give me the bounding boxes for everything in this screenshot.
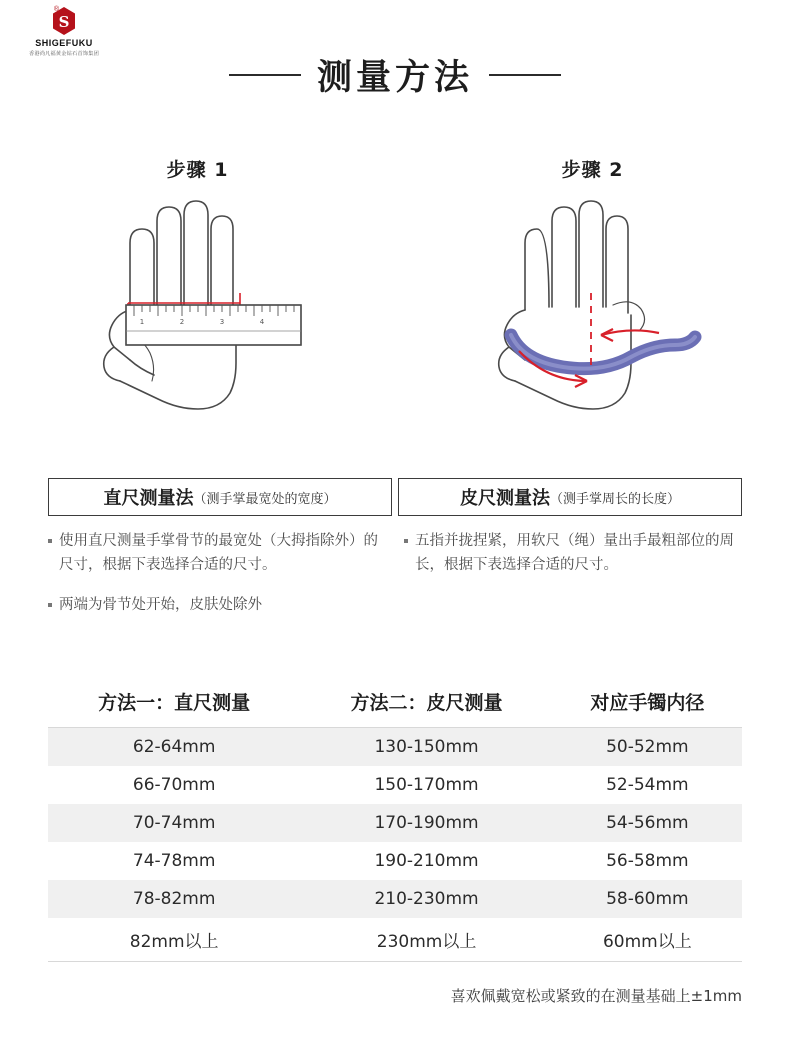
table-cell: 66-70mm [132, 775, 216, 795]
list-item [48, 594, 392, 618]
list-item [404, 530, 748, 578]
table-header-cell: 方法二：皮尺测量 [300, 682, 552, 728]
illustrations [0, 185, 790, 455]
step-1-column [0, 155, 395, 182]
method-ruler-note: （测手掌最宽处的宽度） [193, 491, 337, 507]
title-rule-right [489, 74, 561, 76]
bullet-dot-icon [404, 539, 408, 543]
table-cell: 82mm以上 [48, 918, 300, 962]
title-rule-left [229, 74, 301, 76]
list-item [48, 530, 392, 578]
table-cell: 56-58mm [606, 851, 689, 871]
svg-text:3: 3 [219, 318, 224, 326]
table-row [48, 804, 742, 842]
step-labels [0, 155, 790, 182]
logo-mark-icon [49, 6, 79, 36]
hand-with-ruler-icon [68, 185, 328, 450]
bullets-tape [404, 530, 748, 634]
table-row [48, 918, 742, 962]
method-tape-title: 皮尺测量法 [459, 488, 550, 509]
step-1-label: 步骤 1 [166, 159, 229, 181]
table-cell: 210-230mm [300, 880, 552, 918]
table-cell: 70-74mm [48, 804, 300, 842]
bullets-ruler [48, 530, 392, 634]
step-2-label: 步骤 2 [561, 159, 624, 181]
table-cell: 230mm以上 [300, 918, 552, 962]
method-box-tape [398, 478, 742, 516]
registered-mark: ® [53, 6, 59, 13]
brand-tagline: 香港尚凡福黄金钻石首饰集团 [28, 51, 100, 57]
method-title-boxes [48, 478, 742, 516]
bullet-text: 两端为骨节处开始，皮肤处除外 [59, 596, 262, 613]
bullet-dot-icon [48, 539, 52, 543]
table-cell: 74-78mm [132, 851, 216, 871]
table-header-cell: 对应手镯内径 [553, 682, 742, 728]
size-table-wrapper [48, 682, 742, 962]
illustration-ruler [0, 185, 395, 455]
page-title: 测量方法 [316, 58, 473, 98]
illustration-tape [395, 185, 790, 455]
bullet-text: 五指并拢捏紧，用软尺（绳）量出手最粗部位的周长，根据下表选择合适的尺寸。 [415, 533, 734, 573]
table-row [48, 766, 742, 804]
table-cell: 170-190mm [300, 804, 552, 842]
table-cell: 150-170mm [374, 775, 479, 795]
table-cell: 52-54mm [606, 775, 689, 795]
table-row [48, 842, 742, 880]
ruler-icon [126, 305, 301, 345]
table-cell: 60mm以上 [553, 918, 742, 962]
brand-name: SHIGEFUKU [35, 38, 93, 48]
svg-text:1: 1 [139, 318, 144, 326]
footer-note: 喜欢佩戴宽松或紧致的在测量基础上±1mm [450, 987, 742, 1005]
hand-with-tape-icon [463, 185, 723, 450]
table-row [48, 728, 742, 767]
method-ruler-title: 直尺测量法 [103, 488, 194, 509]
table-row [48, 880, 742, 918]
table-header-cell: 方法一：直尺测量 [48, 682, 300, 728]
size-table [48, 682, 742, 962]
method-bullets [48, 530, 748, 634]
table-cell: 54-56mm [553, 804, 742, 842]
svg-text:4: 4 [259, 318, 264, 326]
table-header-row [48, 682, 742, 728]
table-cell: 78-82mm [48, 880, 300, 918]
bullet-dot-icon [48, 603, 52, 607]
table-cell: 58-60mm [553, 880, 742, 918]
table-cell: 130-150mm [300, 728, 552, 767]
method-tape-note: （测手掌周长的长度） [549, 491, 680, 507]
table-cell: 50-52mm [553, 728, 742, 767]
table-cell: 190-210mm [374, 851, 479, 871]
page-title-row [0, 50, 790, 100]
table-cell: 62-64mm [48, 728, 300, 767]
svg-text:2: 2 [179, 318, 184, 326]
method-box-ruler [48, 478, 392, 516]
svg-text:S: S [58, 13, 70, 31]
step-2-column [395, 155, 790, 182]
bullet-text: 使用直尺测量手掌骨节的最宽处（大拇指除外）的尺寸，根据下表选择合适的尺寸。 [59, 533, 378, 573]
measuring-tape-icon [511, 335, 695, 369]
